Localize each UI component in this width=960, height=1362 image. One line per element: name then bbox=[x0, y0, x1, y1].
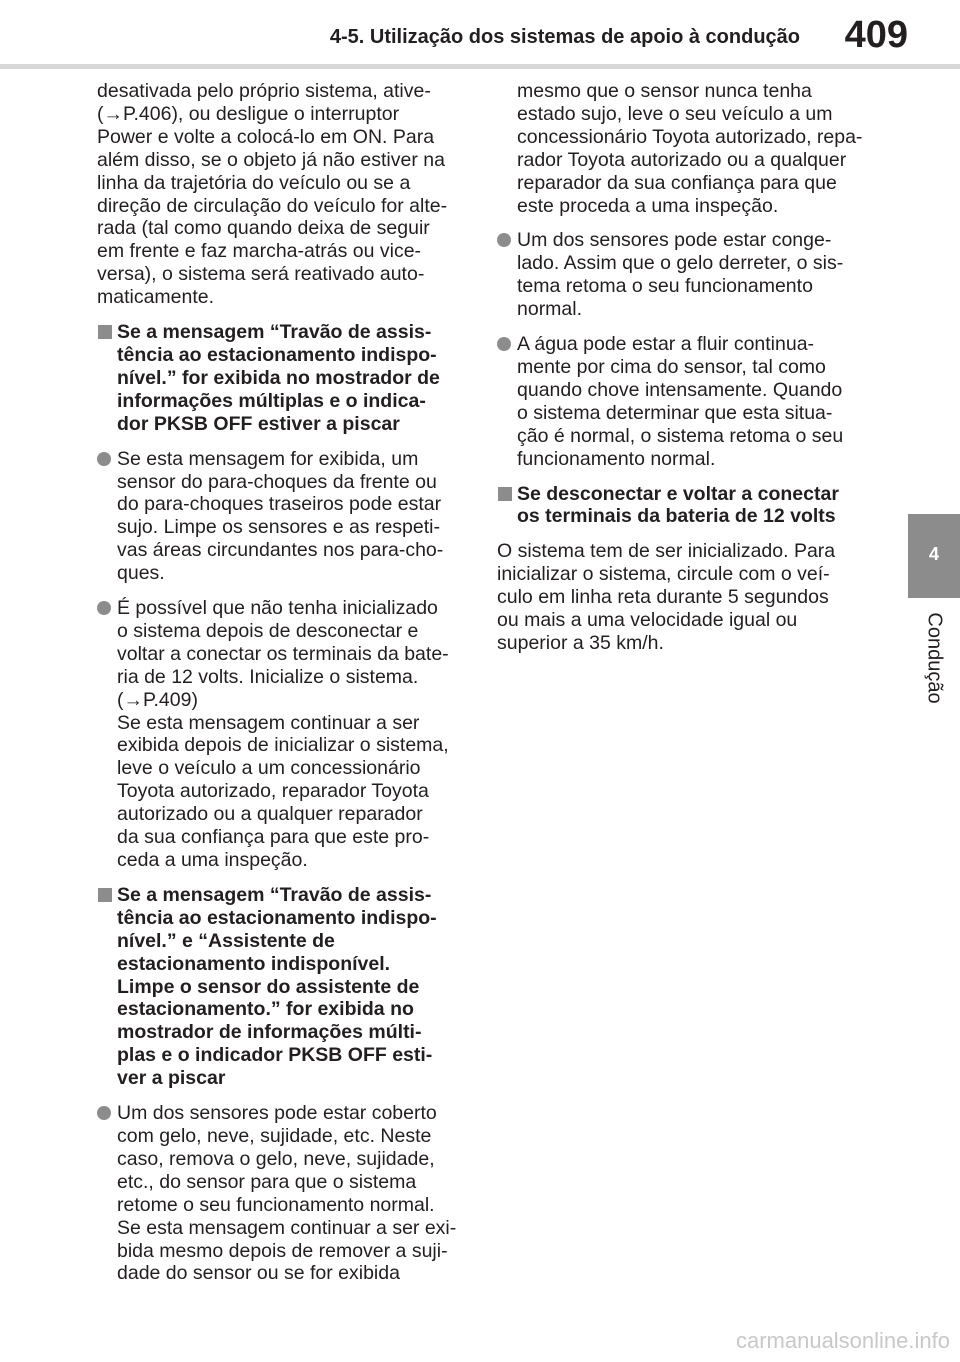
chapter-number: 4 bbox=[928, 544, 939, 564]
heading-line: plas e o indicador PKSB OFF esti- bbox=[117, 1044, 433, 1067]
circle-bullet-icon bbox=[97, 601, 111, 615]
text-line: além disso, se o objeto já não estiver na bbox=[97, 148, 445, 171]
text-line: exibida depois de inicializar o sistema, bbox=[117, 734, 449, 757]
text-line: Se esta mensagem for exibida, um bbox=[117, 447, 419, 470]
square-bullet-icon bbox=[498, 487, 512, 501]
text-line: tema retoma o seu funcionamento bbox=[517, 275, 813, 298]
continued-bullet-text bbox=[497, 80, 872, 217]
text-line: linha da trajetória do veículo ou se a bbox=[97, 171, 411, 194]
text-line: Toyota autorizado, reparador Toyota bbox=[117, 780, 429, 803]
page-number: 409 bbox=[844, 14, 908, 56]
text-line: ção é normal, o sistema retoma o seu bbox=[517, 424, 844, 447]
square-bullet-icon bbox=[98, 325, 112, 339]
chapter-tab[interactable] bbox=[908, 514, 960, 598]
section-heading-travao-msg bbox=[97, 321, 469, 436]
text-line: o sistema depois de desconectar e bbox=[117, 619, 419, 642]
text-line: sensor do para-choques da frente ou bbox=[117, 470, 437, 493]
heading-line: tência ao estacionamento indispo- bbox=[117, 906, 437, 929]
text-line: rador Toyota autorizado ou a qualquer bbox=[517, 148, 847, 171]
text-line: caso, remova o gelo, neve, sujidade, bbox=[117, 1147, 435, 1170]
bullet-item bbox=[497, 229, 872, 321]
page-reference-link[interactable]: (→P.409) bbox=[117, 688, 198, 711]
circle-bullet-icon bbox=[497, 337, 511, 351]
text-line: É possível que não tenha inicializado bbox=[117, 597, 438, 620]
section-heading-assistente-msg bbox=[97, 884, 469, 1090]
text-line: em frente e faz marcha-atrás ou vice- bbox=[97, 240, 422, 263]
right-column bbox=[497, 80, 872, 655]
text-line: quando chove intensamente. Quando bbox=[517, 378, 843, 401]
text-line: do para-choques traseiros pode estar bbox=[117, 493, 442, 516]
bullet-item bbox=[97, 448, 469, 585]
text-line: inicializar o sistema, circule com o veí- bbox=[497, 563, 830, 586]
heading-line: tência ao estacionamento indispo- bbox=[117, 343, 437, 366]
text-line: ou mais a uma velocidade igual ou bbox=[497, 609, 798, 632]
text-line: dade do sensor ou se for exibida bbox=[117, 1262, 400, 1285]
text-line: reparador da sua confiança para que bbox=[517, 171, 837, 194]
text-line: versa), o sistema será reativado auto- bbox=[97, 263, 425, 286]
text-line: o sistema determinar que esta situa- bbox=[517, 401, 833, 424]
text-line: mesmo que o sensor nunca tenha bbox=[517, 80, 812, 102]
header-rule bbox=[0, 64, 960, 69]
text-line: lado. Assim que o gelo derreter, o sis- bbox=[517, 252, 844, 275]
intro-paragraph bbox=[97, 80, 469, 309]
site-watermark: carmanualsonline.info bbox=[735, 1328, 950, 1353]
section-body-paragraph bbox=[497, 540, 872, 655]
heading-line: estacionamento.” for exibida no bbox=[117, 998, 414, 1021]
bullet-item bbox=[97, 1102, 469, 1285]
text-line: vas áreas circundantes nos para-cho- bbox=[117, 539, 444, 562]
text-line: A água pode estar a fluir continua- bbox=[517, 333, 815, 356]
heading-line: os terminais da bateria de 12 volts bbox=[517, 505, 836, 528]
text-line: retome o seu funcionamento normal. bbox=[117, 1193, 435, 1216]
heading-line: Se desconectar e voltar a conectar bbox=[517, 482, 839, 505]
text-line: ceda a uma inspeção. bbox=[117, 849, 308, 871]
text-line: O sistema tem de ser inicializado. Para bbox=[497, 540, 836, 563]
text-line: Um dos sensores pode estar conge- bbox=[517, 229, 832, 252]
text-line: (→P.406), ou desligue o interruptor bbox=[97, 102, 400, 125]
heading-line: informações múltiplas e o indica- bbox=[117, 389, 426, 412]
heading-line: nível.” for exibida no mostrador de bbox=[117, 366, 440, 389]
heading-line: mostrador de informações múlti- bbox=[117, 1021, 422, 1044]
text-line: concessionário Toyota autorizado, repa- bbox=[517, 125, 863, 148]
text-line: estado sujo, leve o seu veículo a um bbox=[517, 102, 833, 125]
text-line: Um dos sensores pode estar coberto bbox=[117, 1102, 437, 1125]
left-column bbox=[97, 80, 469, 1297]
text-line: ques. bbox=[117, 562, 165, 585]
heading-line: ver a piscar bbox=[117, 1067, 226, 1090]
section-heading-bateria bbox=[497, 483, 872, 529]
text-line: voltar a conectar os terminais da bate- bbox=[117, 642, 449, 665]
text-line: com gelo, neve, sujidade, etc. Neste bbox=[117, 1124, 432, 1147]
heading-line: nível.” e “Assistente de bbox=[117, 929, 335, 952]
text-line: sujo. Limpe os sensores e as respeti- bbox=[117, 516, 440, 539]
text-line: leve o veículo a um concessionário bbox=[117, 757, 421, 780]
heading-line: Se a mensagem “Travão de assis- bbox=[117, 883, 432, 906]
chapter-label: Condução bbox=[923, 612, 946, 704]
circle-bullet-icon bbox=[97, 452, 111, 466]
heading-line: Limpe o sensor do assistente de bbox=[117, 975, 420, 998]
text-line: funcionamento normal. bbox=[517, 447, 716, 470]
text-line: maticamente. bbox=[97, 286, 215, 309]
text-line: Se esta mensagem continuar a ser bbox=[117, 711, 420, 734]
bullet-item bbox=[497, 333, 872, 470]
text-line: etc., do sensor para que o sistema bbox=[117, 1170, 417, 1193]
text-line: direção de circulação do veículo for alte- bbox=[97, 194, 448, 217]
text-line: bida mesmo depois de remover a suji- bbox=[117, 1239, 448, 1262]
heading-line: dor PKSB OFF estiver a piscar bbox=[117, 412, 400, 435]
text-line: da sua confiança para que este pro- bbox=[117, 826, 430, 849]
heading-line: Se a mensagem “Travão de assis- bbox=[117, 321, 432, 344]
text-line: rada (tal como quando deixa de seguir bbox=[97, 217, 430, 240]
text-line: desativada pelo próprio sistema, ative- bbox=[97, 80, 431, 102]
page-header-title: 4-5. Utilização dos sistemas de apoio à condução bbox=[329, 26, 800, 48]
heading-line: estacionamento indisponível. bbox=[117, 952, 391, 975]
bullet-item bbox=[97, 597, 469, 872]
text-line: ria de 12 volts. Inicialize o sistema. bbox=[117, 665, 419, 688]
chapter-label-box bbox=[908, 598, 960, 722]
text-line: superior a 35 km/h. bbox=[497, 631, 664, 654]
text-line: normal. bbox=[517, 298, 583, 321]
circle-bullet-icon bbox=[97, 1106, 111, 1120]
text-line: mente por cima do sensor, tal como bbox=[517, 355, 826, 378]
text-line: Power e volte a colocá-lo em ON. Para bbox=[97, 125, 435, 148]
text-line: Se esta mensagem continuar a ser exi- bbox=[117, 1216, 457, 1239]
circle-bullet-icon bbox=[497, 233, 511, 247]
text-line: culo em linha reta durante 5 segundos bbox=[497, 586, 829, 609]
text-line: este proceda a uma inspeção. bbox=[517, 194, 779, 217]
square-bullet-icon bbox=[98, 888, 112, 902]
text-line: autorizado ou a qualquer reparador bbox=[117, 803, 423, 826]
